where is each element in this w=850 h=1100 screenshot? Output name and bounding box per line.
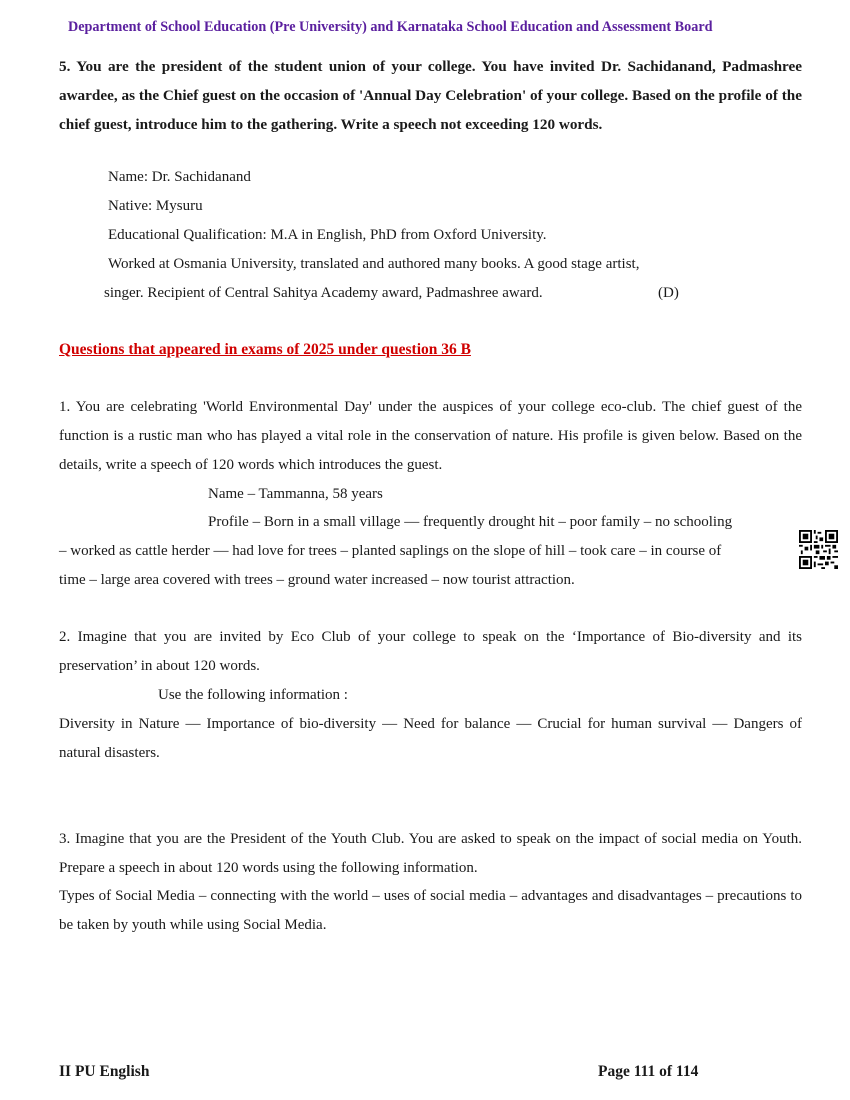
- footer-page-number: Page 111 of 114: [598, 1063, 699, 1080]
- q1-profile-line3: time – large area covered with trees – ground water increased – now tourist attraction.: [59, 572, 575, 588]
- q1-profile-line2: – worked as cattle herder — had love for trees – planted saplings on the slope of hill – took care – in course of: [59, 543, 722, 559]
- q5-worked-line2: singer. Recipient of Central Sahitya Academy award, Padmashree award.: [104, 285, 543, 301]
- q5-native: Native: Mysuru: [108, 198, 203, 214]
- q3-points: Types of Social Media – connecting with the world – uses of social media – advantages and disadvantages – precautions to be taken by youth while using Social Media.: [59, 888, 802, 933]
- question-5-prompt: 5. You are the president of the student union of your college. You have invited Dr. Sachidanand, Padmashree awardee, as the Chief guest on the occasion of 'Annual Day Celebration' of your college. Based on the profile of the chief guest, introduce him to the gathering. Write a speech not exceeding 120 words.: [59, 58, 802, 133]
- q5-name: Name: Dr. Sachidanand: [108, 169, 251, 185]
- footer-subject: II PU English: [59, 1063, 150, 1080]
- q5-difficulty-tag: (D): [658, 285, 679, 301]
- qr-code-icon: [799, 530, 838, 569]
- q5-worked-line1: Worked at Osmania University, translated and authored many books. A good stage artist,: [108, 256, 640, 272]
- q5-qualification: Educational Qualification: M.A in English, PhD from Oxford University.: [108, 227, 547, 243]
- question-2-prompt: 2. Imagine that you are invited by Eco Club of your college to speak on the ‘Importance of Bio-diversity and its preservation’ in about 120 words.: [59, 629, 802, 674]
- document-header: Department of School Education (Pre University) and Karnataka School Education and Assessment Board: [68, 19, 713, 35]
- q1-profile-line1: Profile – Born in a small village — frequently drought hit – poor family – no schooling: [208, 514, 733, 530]
- q1-name: Name – Tammanna, 58 years: [208, 486, 383, 502]
- question-3-prompt: 3. Imagine that you are the President of the Youth Club. You are asked to speak on the impact of social media on Youth. Prepare a speech in about 120 words using the following information.: [59, 831, 802, 876]
- section-heading: Questions that appeared in exams of 2025 under question 36 B: [59, 341, 471, 358]
- q2-instruction: Use the following information :: [158, 687, 348, 703]
- q2-points: Diversity in Nature — Importance of bio-diversity — Need for balance — Crucial for human survival — Dangers of natural disasters.: [59, 716, 802, 761]
- question-1-prompt: 1. You are celebrating 'World Environmental Day' under the auspices of your college eco-club. The chief guest of the function is a rustic man who has played a vital role in the conservation of nature. His profile is given below. Based on the details, write a speech of 120 words which introduces the guest.: [59, 399, 802, 473]
